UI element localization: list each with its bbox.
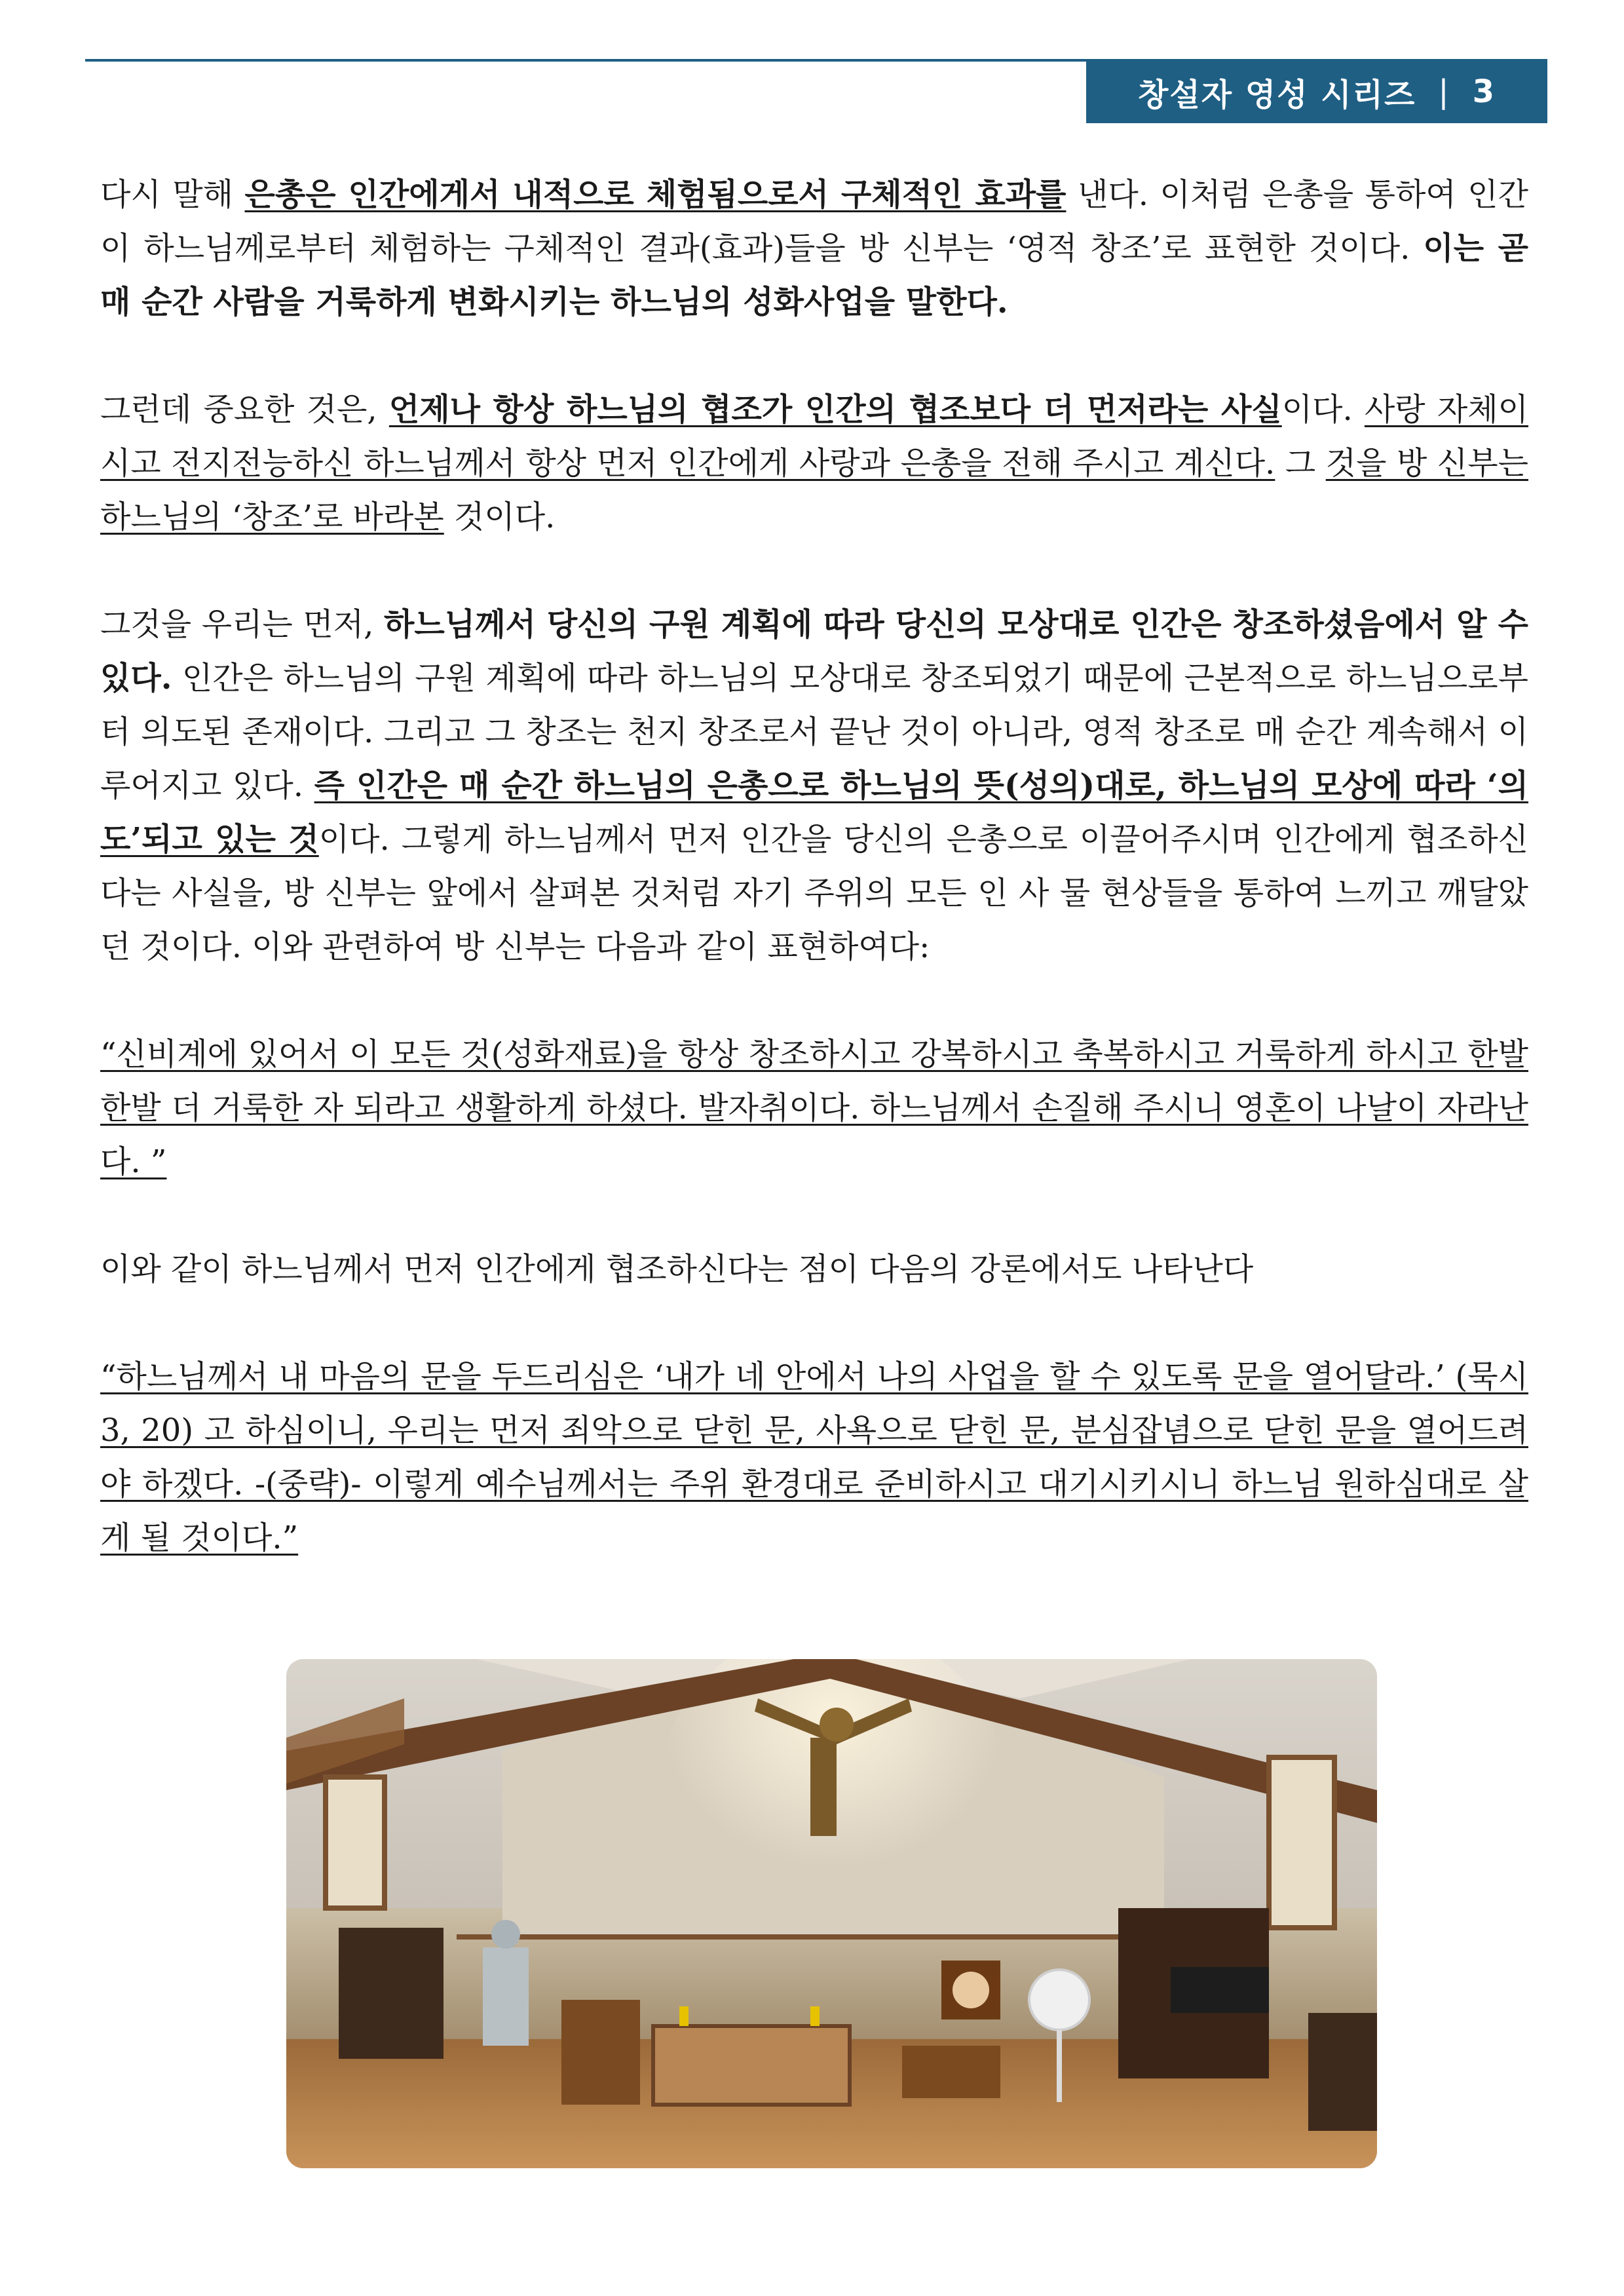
header-separator: | [1438, 73, 1450, 110]
text-run: 낸다. 이처럼 은총을 통하여 인간이 하느님께로부터 체험하는 구체적인 결과(효과)들을 방 신부는 ‘영적 창조’로 표현한 것이다. [100, 176, 1528, 267]
quote-paragraph [100, 1350, 1528, 1565]
text-run: 이다. 그렇게 하느님께서 먼저 인간을 당신의 은총으로 이끌어주시며 인간에게 협조하신다는 사실을, 방 신부는 앞에서 살펴본 것처럼 자기 주위의 모든 인 사 물 현상들을 통하여 느끼고 깨달았던 것이다. 이와 관련하여 방 신부는 다음과 같이 표현하여다: [100, 821, 1528, 965]
text-run: 것이다. [444, 499, 556, 535]
quote-paragraph [100, 1027, 1528, 1189]
text-run: 그 [1275, 445, 1326, 482]
text-run: 즉 인간은 매 순간 하느님의 은총으로 하느님의 뜻(성의)대로, 하느님의 모상에 따라 ‘의도’되고 있는 것 [100, 767, 1528, 858]
text-run: 사랑 자체이시고 전지전능하신 하느님께서 항상 먼저 인간에게 사랑과 은총을 전해 주시고 계신다. [100, 391, 1528, 482]
text-run: 하느님께서 당신의 구원 계획에 따라 당신의 모상대로 인간은 창조하셨음에서 알 수 있다. [100, 606, 1529, 697]
paragraph [100, 383, 1528, 544]
paragraph [100, 598, 1528, 974]
article-body [100, 168, 1528, 1618]
text-run: 다시 말해 [100, 176, 245, 213]
text-run: 이와 같이 하느님께서 먼저 인간에게 협조하신다는 점이 다음의 강론에서도 나타난다 [100, 1251, 1254, 1288]
text-run: 것을 방 신부는 하느님의 ‘창조’로 바라본 [100, 445, 1528, 535]
text-run: 이다. [1281, 391, 1365, 428]
text-run: 그런데 중요한 것은, [100, 391, 389, 428]
text-run: “하느님께서 내 마음의 문을 두드리심은 ‘내가 네 안에서 나의 사업을 할 수 있도록 문을 열어달라.’ (묵시 3, 20) 고 하심이니, 우리는 먼저 죄악으로 닫힌 문, 사욕으로 닫힌 문, 분심잡념으로 닫힌 문을 열어드려야 하겠다. -(중략)- 이렇게 예수님께서는 주위 환경대로 준비하시고 대기시키시니 하느님 원하심대로 살게 될 것이다.” [100, 1358, 1528, 1556]
header-banner [1086, 60, 1547, 123]
text-run: “신비계에 있어서 이 모든 것(성화재료)을 항상 창조하시고 강복하시고 축복하시고 거룩하게 하시고 한발 한발 더 거룩한 자 되라고 생활하게 하셨다. 발자취이다. 하느님께서 손질해 주시니 영혼이 나날이 자라난다. ” [100, 1036, 1528, 1180]
text-run: 이는 곧 매 순간 사람을 거룩하게 변화시키는 하느님의 성화사업을 말한다. [100, 230, 1528, 320]
paragraph [100, 1242, 1528, 1296]
text-run: 언제나 항상 하느님의 협조가 인간의 협조보다 더 먼저라는 사실 [388, 391, 1282, 428]
series-title: 창설자 영성 시리즈 [1138, 76, 1416, 113]
text-run: 인간은 하느님의 구원 계획에 따라 하느님의 모상대로 창조되었기 때문에 근본적으로 하느님으로부터 의도된 존재이다. 그리고 그 창조는 천지 창조로서 끝난 것이 아니라, 영적 창조로 매 순간 계속해서 이루어지고 있다. [100, 660, 1528, 804]
text-run: 그것을 우리는 먼저, [100, 606, 384, 643]
text-run: 은총은 인간에게서 내적으로 체험됨으로서 구체적인 효과를 [244, 176, 1067, 213]
page-number: 3 [1472, 73, 1496, 110]
chapel-interior-photo [286, 1659, 1377, 2168]
paragraph [100, 168, 1528, 329]
